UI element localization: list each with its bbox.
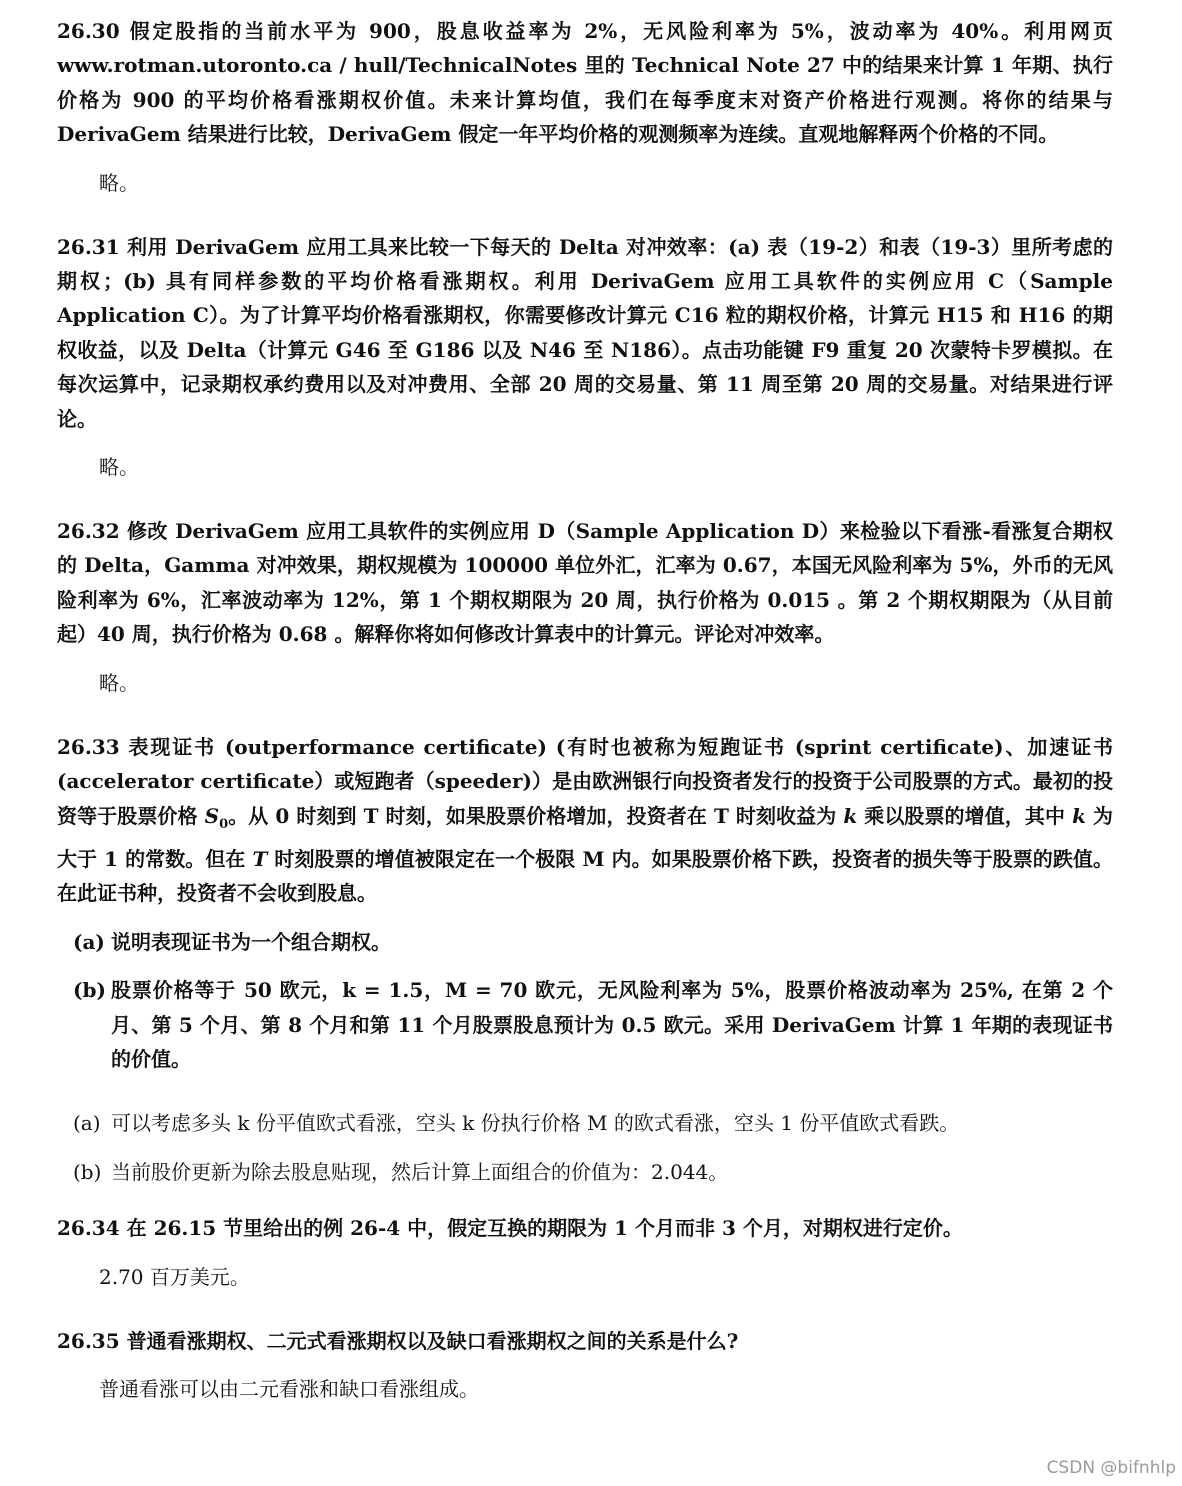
- answer-text: 略。: [99, 670, 139, 695]
- question-text-part: 。从 0 时刻到 T 时刻，如果股票价格增加，投资者在 T 时刻收益为: [228, 803, 844, 828]
- answer-text: 普通看涨可以由二元看涨和缺口看涨组成。: [99, 1376, 479, 1401]
- question-text-part: 为大于 1 的常数。但在: [57, 803, 1113, 871]
- question-text: 修改 DerivaGem 应用工具软件的实例应用 D（Sample Application D）来检验以下看涨-看涨复合期权的 Delta，Gamma 对冲效果，期权规模为 100000 单位外汇，汇率为 0.67，本国无风险利率为 5%，外币的无风险利率为 6%，汇率波动率为 12%，第 1 个期权期限为 20 周，执行价格为 0.015 。第 2 个期权期限为（从目前起）40 周，执行价格为 0.68 。解释你将如何修改计算表中的计算元。评论对冲效率。: [57, 519, 1113, 647]
- answer-label: (b): [73, 1159, 102, 1184]
- question-26-33: [57, 730, 1113, 1189]
- question-26-32: [57, 514, 1113, 700]
- answer-text: 2.70 百万美元。: [99, 1264, 250, 1289]
- math-s: S: [204, 803, 220, 828]
- question-text-part: 乘以股票的增值，其中: [857, 803, 1073, 828]
- question-number: 26.32: [57, 519, 120, 544]
- math-k: k: [1072, 803, 1086, 828]
- question-number: 26.34: [57, 1216, 120, 1241]
- document-page: [57, 14, 1113, 1436]
- answer-label: (a): [73, 1111, 101, 1136]
- math-subscript: 0: [219, 816, 229, 832]
- question-text: 普通看涨期权、二元式看涨期权以及缺口看涨期权之间的关系是什么?: [126, 1328, 739, 1353]
- subquestion-label: (a): [73, 929, 105, 954]
- answer-text: 可以考虑多头 k 份平值欧式看涨，空头 k 份执行价格 M 的欧式看涨，空头 1 份平值欧式看跌。: [111, 1111, 960, 1136]
- answer-text: 当前股价更新为除去股息贴现，然后计算上面组合的价值为：2.044。: [111, 1159, 729, 1184]
- question-number: 26.33: [57, 734, 120, 759]
- question-text: 在 26.15 节里给出的例 26-4 中，假定互换的期限为 1 个月而非 3 个月，对期权进行定价。: [126, 1216, 963, 1241]
- subquestion-label: (b): [73, 978, 106, 1003]
- subquestion-text: 股票价格等于 50 欧元，k = 1.5，M = 70 欧元，无风险利率为 5%，股票价格波动率为 25%, 在第 2 个月、第 5 个月、第 8 个月和第 11 个月股票股息预计为 0.5 欧元。采用 DerivaGem 计算 1 年期的表现证书的价值。: [111, 978, 1113, 1071]
- subquestion-a: [57, 925, 1113, 959]
- answer-text: 略。: [99, 170, 139, 195]
- question-number: 26.35: [57, 1328, 120, 1353]
- math-k: k: [843, 803, 858, 828]
- math-t: T: [252, 846, 268, 871]
- question-text: 假定股指的当前水平为 900，股息收益率为 2%，无风险利率为 5%，波动率为 40%。利用网页 www.rotman.utoronto.ca / hull/TechnicalNotes 里的 Technical Note 27 中的结果来计算 1 年期、执行价格为 900 的平均价格看涨期权价值。未来计算均值，我们在每季度末对资产价格进行观测。将你的结果与 DerivaGem 结果进行比较，DerivaGem 假定一年平均价格的观测频率为连续。直观地解释两个价格的不同。: [57, 19, 1113, 147]
- question-text-part: 时刻股票的增值被限定在一个极限 M 内。如果股票价格下跌，投资者的损失等于股票的跌值。在此证书种，投资者不会收到股息。: [57, 846, 1113, 906]
- answer-a: [57, 1106, 1113, 1140]
- subquestion-text: 说明表现证书为一个组合期权。: [111, 929, 391, 954]
- subquestion-b: [57, 973, 1113, 1076]
- question-number: 26.30: [57, 19, 120, 43]
- watermark: CSDN @bifnhlp: [1046, 1458, 1176, 1478]
- question-26-34: [57, 1211, 1113, 1293]
- answer-text: 略。: [99, 455, 139, 480]
- answer-b: [57, 1155, 1113, 1189]
- question-text: 利用 DerivaGem 应用工具来比较一下每天的 Delta 对冲效率：(a) 表（19-2）和表（19-3）里所考虑的期权；(b) 具有同样参数的平均价格看涨期权。利用 DerivaGem 应用工具软件的实例应用 C（Sample Application C）。为了计算平均价格看涨期权，你需要修改计算元 C16 粒的期权价格，计算元 H15 和 H16 的期权收益，以及 Delta（计算元 G46 至 G186 以及 N46 至 N186）。点击功能键 F9 重复 20 次蒙特卡罗模拟。在每次运算中，记录期权承约费用以及对冲费用、全部 20 周的交易量、第 11 周至第 20 周的交易量。对结果进行评论。: [57, 234, 1113, 431]
- question-number: 26.31: [57, 234, 120, 259]
- question-text-part: 表现证书 (outperformance certificate) (有时也被称为短跑证书 (sprint certificate)、加速证书 (accelerator certificate）或短跑者（speeder)）是由欧洲银行向投资者发行的投资于公司股票的方式。最初的投资等于股票价格: [57, 734, 1113, 828]
- question-26-31: [57, 230, 1113, 484]
- question-26-35: [57, 1324, 1113, 1406]
- question-26-30: [57, 14, 1113, 200]
